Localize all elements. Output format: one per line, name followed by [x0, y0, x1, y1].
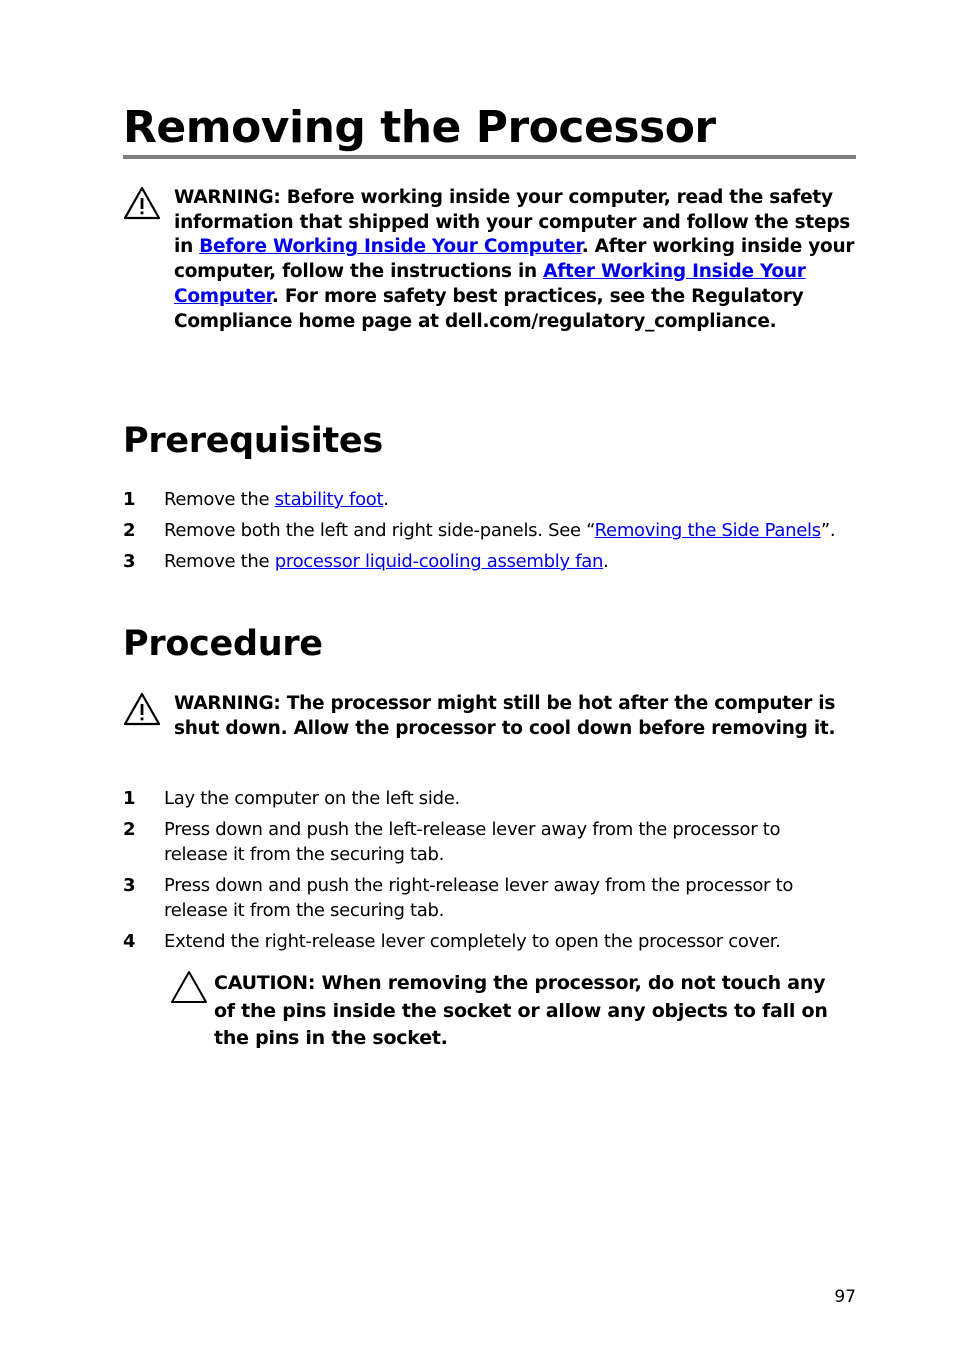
prerequisites-list: [123, 487, 843, 580]
list-item-number: 3: [123, 551, 136, 572]
warning-note-hot-processor: [123, 692, 863, 772]
link-before-working[interactable]: Before Working Inside Your Computer: [199, 236, 582, 258]
list-item-text: Remove the: [164, 551, 275, 572]
procedure-heading: Procedure: [123, 624, 323, 664]
list-item-text: Extend the right-release lever completely to open the processor cover.: [164, 931, 781, 952]
warning-triangle-icon: [123, 692, 161, 726]
list-item: [123, 817, 843, 867]
procedure-steps: [123, 786, 843, 960]
caution-triangle-icon: [170, 970, 208, 1004]
list-item-number: 4: [123, 931, 136, 952]
list-item-text: .: [603, 551, 609, 572]
title-rule: [123, 155, 856, 159]
link-after-working[interactable]: After Working Inside Your Computer: [174, 261, 806, 307]
warning-text: WARNING: The processor might still be hot after the computer is shut down. Allow the processor to cool down before removing it.: [174, 693, 836, 739]
list-item-text: .: [383, 489, 389, 510]
list-item-text: ”.: [820, 520, 836, 541]
list-item-text: Remove the: [164, 489, 275, 510]
link-stability-foot[interactable]: stability foot: [274, 489, 384, 510]
link-processor-cooling-fan[interactable]: processor liquid-cooling assembly fan: [274, 551, 604, 572]
prerequisites-heading: Prerequisites: [123, 421, 383, 461]
list-item-number: 1: [123, 788, 136, 809]
link-removing-side-panels[interactable]: Removing the Side Panels: [594, 520, 821, 541]
list-item-text: Press down and push the left-release lever away from the processor to release it from the securing tab.: [164, 819, 781, 865]
caution-text: CAUTION: When removing the processor, do not touch any of the pins inside the socket or allow any objects to fall on the pins in the socket.: [214, 972, 828, 1049]
warning-text-part: WARNING: Before working inside your computer, read the safety information that shipped with your computer and follow the steps in: [174, 187, 851, 258]
warning-note-safety: [123, 186, 863, 366]
list-item: [123, 873, 843, 923]
list-item-text: Press down and push the right-release lever away from the processor to release it from the securing tab.: [164, 875, 794, 921]
list-item-number: 1: [123, 489, 136, 510]
list-item: [123, 929, 843, 954]
warning-text-part: . For more safety best practices, see the Regulatory Compliance home page at dell.com/regulatory_compliance.: [174, 285, 804, 332]
list-item-number: 2: [123, 520, 136, 541]
list-item: [123, 518, 843, 543]
list-item: [123, 786, 843, 811]
page-number: 97: [834, 1287, 856, 1307]
list-item: [123, 549, 843, 574]
list-item-text: Lay the computer on the left side.: [164, 788, 460, 809]
list-item: [123, 487, 843, 512]
list-item-number: 2: [123, 819, 136, 840]
warning-text: [174, 186, 863, 334]
caution-note-pins: [170, 970, 850, 1060]
page-title: Removing the Processor: [123, 102, 716, 153]
warning-triangle-icon: [123, 186, 161, 220]
list-item-text: Remove both the left and right side-panels. See “: [164, 520, 595, 541]
list-item-number: 3: [123, 875, 136, 896]
warning-text-part: . After working inside your computer, follow the instructions in: [174, 236, 855, 283]
